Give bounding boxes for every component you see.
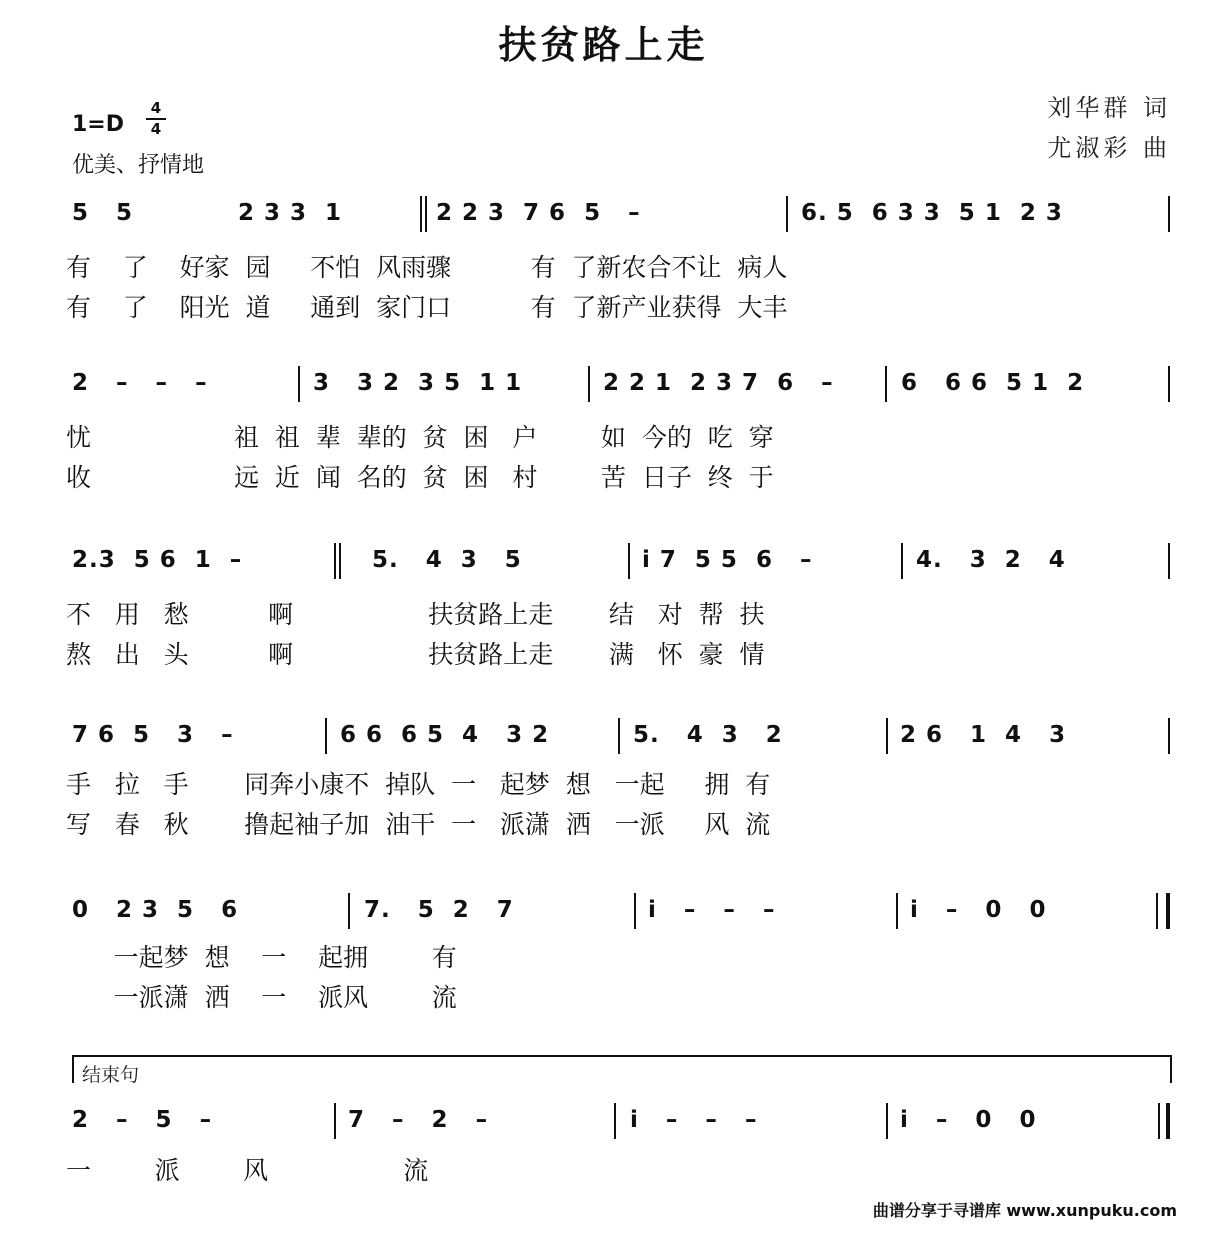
barline [339, 543, 341, 579]
ending-label: 结束句 [82, 1064, 140, 1086]
measure-notes: 7. 5 2 7 [364, 897, 514, 923]
lyric-line: 不 用 愁 啊 扶贫路上走 结 对 帮 扶 [66, 600, 765, 629]
measure-notes: 6 6 6 5 1 2 [901, 370, 1085, 396]
barline [334, 1103, 336, 1139]
lyric-line: 收 远 近 闻 名的 贫 困 村 苦 日子 终 于 [66, 463, 774, 492]
barline [1156, 893, 1158, 929]
barline [901, 543, 903, 579]
measure-notes: 2 – – – [72, 370, 208, 396]
measure-notes: 5. 4 3 5 [372, 547, 522, 573]
barline [786, 196, 788, 232]
lyric-line: 有 了 好家 园 不怕 风雨骤 有 了新农合不让 病人 [66, 253, 788, 282]
measure-notes: 2 3 3 1 [238, 200, 343, 226]
measure-notes: 2 – 5 – [72, 1107, 213, 1133]
footer-credit: 曲谱分享于寻谱库 www.xunpuku.com [872, 1201, 1177, 1220]
barline [1168, 543, 1170, 579]
measure-notes: 2 2 3 7 6 5 – [436, 200, 641, 226]
measure-notes: 0 2 3 5 6 [72, 897, 239, 923]
barline [1166, 1103, 1170, 1139]
barline [1168, 718, 1170, 754]
meter-top: 4 [150, 99, 162, 117]
lyric-line: 忧 祖 祖 辈 辈的 贫 困 户 如 今的 吃 穿 [66, 423, 774, 452]
lyric-line: 熬 出 头 啊 扶贫路上走 满 怀 豪 情 [66, 640, 765, 669]
barline [588, 366, 590, 402]
measure-notes: 7 – 2 – [348, 1107, 489, 1133]
barline [614, 1103, 616, 1139]
barline [1168, 366, 1170, 402]
lyric-line: 一派潇 洒 一 派风 流 [66, 983, 457, 1012]
measure-notes: i 7 5 5 6 – [642, 547, 813, 573]
lyric-line: 手 拉 手 同奔小康不 掉队 一 起梦 想 一起 拥 有 [66, 770, 771, 799]
barline [334, 543, 336, 579]
barline [634, 893, 636, 929]
barline [348, 893, 350, 929]
barline [1158, 1103, 1160, 1139]
measure-notes: 2 2 1 2 3 7 6 – [603, 370, 834, 396]
barline [886, 1103, 888, 1139]
measure-notes: 6. 5 6 3 3 5 1 2 3 [801, 200, 1063, 226]
measure-notes: 2 6 1 4 3 [900, 722, 1067, 748]
measure-notes: 4. 3 2 4 [916, 547, 1066, 573]
barline [420, 196, 422, 232]
lyric-line: 一 派 风 流 [66, 1156, 429, 1185]
lyric-line: 一起梦 想 一 起拥 有 [66, 943, 457, 972]
song-title: 扶贫路上走 [498, 23, 709, 67]
ending-bracket [72, 1055, 1172, 1083]
meter-bottom: 4 [150, 120, 162, 138]
measure-notes: i – – – [648, 897, 776, 923]
composer-credit: 尤淑彩 曲 [1047, 134, 1171, 162]
time-signature [146, 100, 166, 138]
tempo-marking: 优美、抒情地 [72, 153, 205, 178]
measure-notes: 5. 4 3 2 [633, 722, 783, 748]
barline [1166, 893, 1170, 929]
barline [298, 366, 300, 402]
barline [425, 196, 427, 232]
measure-notes: i – – – [630, 1107, 758, 1133]
measure-notes: 3 3 2 3 5 1 1 [313, 370, 523, 396]
measure-notes: 2.3 5 6 1 – [72, 547, 243, 573]
barline [325, 718, 327, 754]
lyricist-credit: 刘华群 词 [1047, 94, 1171, 122]
barline [618, 718, 620, 754]
lyric-line: 有 了 阳光 道 通到 家门口 有 了新产业获得 大丰 [66, 293, 788, 322]
measure-notes: 6 6 6 5 4 3 2 [340, 722, 550, 748]
barline [885, 366, 887, 402]
barline [886, 718, 888, 754]
key-signature: 1=D [72, 112, 125, 137]
measure-notes: i – 0 0 [900, 1107, 1037, 1133]
barline [628, 543, 630, 579]
measure-notes: 5 5 [72, 200, 134, 226]
lyric-line: 写 春 秋 撸起袖子加 油干 一 派潇 洒 一派 风 流 [66, 810, 771, 839]
barline [1168, 196, 1170, 232]
measure-notes: i – 0 0 [910, 897, 1047, 923]
measure-notes: 7 6 5 3 – [72, 722, 234, 748]
barline [896, 893, 898, 929]
